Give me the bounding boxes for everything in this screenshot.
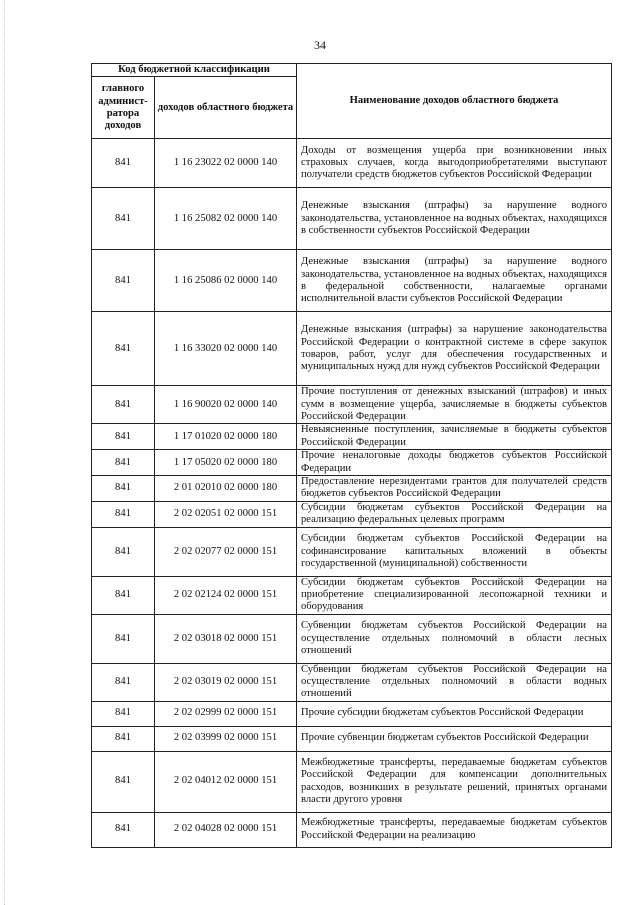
income-name: Невыясненные поступления, зачисляемые в бюджеты субъектов Российской Федерации (297, 424, 612, 450)
administrator-code: 841 (92, 663, 155, 701)
table-body (92, 139, 612, 847)
table-row (92, 576, 612, 614)
table-row (92, 527, 612, 576)
income-name: Денежные взыскания (штрафы) за нарушение водного законодательства, установленное на водных объектах, находящихся в федеральной собственности, налагаемые органами исполнительной власти субъектов Российской Федерации (297, 250, 612, 312)
table-row (92, 312, 612, 386)
table-row (92, 501, 612, 527)
income-code: 2 02 03019 02 0000 151 (155, 663, 297, 701)
table-row (92, 250, 612, 312)
income-code: 1 17 01020 02 0000 180 (155, 424, 297, 450)
income-name: Доходы от возмещения ущерба при возникновении иных страховых случаев, когда выгодоприобретателями выступают получатели средств бюджетов субъектов Российской Федерации (297, 139, 612, 188)
income-name: Денежные взыскания (штрафы) за нарушение водного законодательства, установленное на водных объектах, находящихся в собственности субъектов Российской Федерации (297, 188, 612, 250)
income-code: 1 17 05020 02 0000 180 (155, 450, 297, 476)
income-name: Субсидии бюджетам субъектов Российской Федерации на софинансирование капитальных вложений в объекты государственной (муниципальной) собственности (297, 527, 612, 576)
income-code: 1 16 23022 02 0000 140 (155, 139, 297, 188)
income-name: Прочие субсидии бюджетам субъектов Российской Федерации (297, 701, 612, 726)
administrator-code: 841 (92, 424, 155, 450)
table-row (92, 812, 612, 847)
administrator-code: 841 (92, 812, 155, 847)
administrator-code: 841 (92, 139, 155, 188)
administrator-code: 841 (92, 527, 155, 576)
administrator-code: 841 (92, 450, 155, 476)
income-classification-table (91, 63, 612, 848)
page-number: 34 (314, 38, 326, 52)
income-code: 1 16 90020 02 0000 140 (155, 386, 297, 424)
scan-edge (4, 0, 6, 905)
table-row (92, 476, 612, 502)
income-name: Субсидии бюджетам субъектов Российской Федерации на реализацию федеральных целевых программ (297, 501, 612, 527)
administrator-code: 841 (92, 576, 155, 614)
income-name: Субвенции бюджетам субъектов Российской Федерации на осуществление отдельных полномочий в области водных отношений (297, 663, 612, 701)
header-income-name: Наименование доходов областного бюджета (297, 64, 612, 139)
income-code: 2 02 02051 02 0000 151 (155, 501, 297, 527)
table-row (92, 726, 612, 751)
income-code: 2 02 04028 02 0000 151 (155, 812, 297, 847)
header-main-administrator: главного админист-ратора доходов (92, 77, 155, 139)
administrator-code: 841 (92, 312, 155, 386)
header-budget-classification-code: Код бюджетной классификации (92, 64, 297, 77)
administrator-code: 841 (92, 726, 155, 751)
income-name: Прочие неналоговые доходы бюджетов субъектов Российской Федерации (297, 450, 612, 476)
income-code: 2 02 02077 02 0000 151 (155, 527, 297, 576)
header-regional-budget-income: доходов областного бюджета (155, 77, 297, 139)
income-code: 1 16 25082 02 0000 140 (155, 188, 297, 250)
administrator-code: 841 (92, 501, 155, 527)
income-code: 2 02 04012 02 0000 151 (155, 751, 297, 812)
income-name: Межбюджетные трансферты, передаваемые бюджетам субъектов Российской Федерации для компенсации дополнительных расходов, возникших в результате решений, принятых органами власти другого уровня (297, 751, 612, 812)
income-name: Межбюджетные трансферты, передаваемые бюджетам субъектов Российской Федерации на реализацию (297, 812, 612, 847)
table-row (92, 663, 612, 701)
administrator-code: 841 (92, 614, 155, 663)
income-code: 2 02 03999 02 0000 151 (155, 726, 297, 751)
table-row (92, 188, 612, 250)
administrator-code: 841 (92, 250, 155, 312)
administrator-code: 841 (92, 751, 155, 812)
income-name: Прочие субвенции бюджетам субъектов Российской Федерации (297, 726, 612, 751)
income-code: 1 16 33020 02 0000 140 (155, 312, 297, 386)
administrator-code: 841 (92, 188, 155, 250)
income-code: 1 16 25086 02 0000 140 (155, 250, 297, 312)
income-name: Субвенции бюджетам субъектов Российской Федерации на осуществление отдельных полномочий в области лесных отношений (297, 614, 612, 663)
table-row (92, 450, 612, 476)
income-name: Субсидии бюджетам субъектов Российской Федерации на приобретение специализированной лесопожарной техники и оборудования (297, 576, 612, 614)
income-name: Прочие поступления от денежных взысканий (штрафов) и иных сумм в возмещение ущерба, зачисляемые в бюджеты субъектов Российской Федерации (297, 386, 612, 424)
table-row (92, 386, 612, 424)
table-row (92, 614, 612, 663)
administrator-code: 841 (92, 386, 155, 424)
table-row (92, 701, 612, 726)
administrator-code: 841 (92, 476, 155, 502)
table-row (92, 139, 612, 188)
income-code: 2 01 02010 02 0000 180 (155, 476, 297, 502)
table-row (92, 751, 612, 812)
income-name: Предоставление нерезидентами грантов для получателей средств бюджетов субъектов Российской Федерации (297, 476, 612, 502)
income-code: 2 02 02999 02 0000 151 (155, 701, 297, 726)
table-row (92, 424, 612, 450)
administrator-code: 841 (92, 701, 155, 726)
income-name: Денежные взыскания (штрафы) за нарушение законодательства Российской Федерации о контрактной системе в сфере закупок товаров, работ, услуг для обеспечения государственных и муниципальных нужд для нужд субъектов Российской Федерации (297, 312, 612, 386)
income-code: 2 02 03018 02 0000 151 (155, 614, 297, 663)
income-code: 2 02 02124 02 0000 151 (155, 576, 297, 614)
